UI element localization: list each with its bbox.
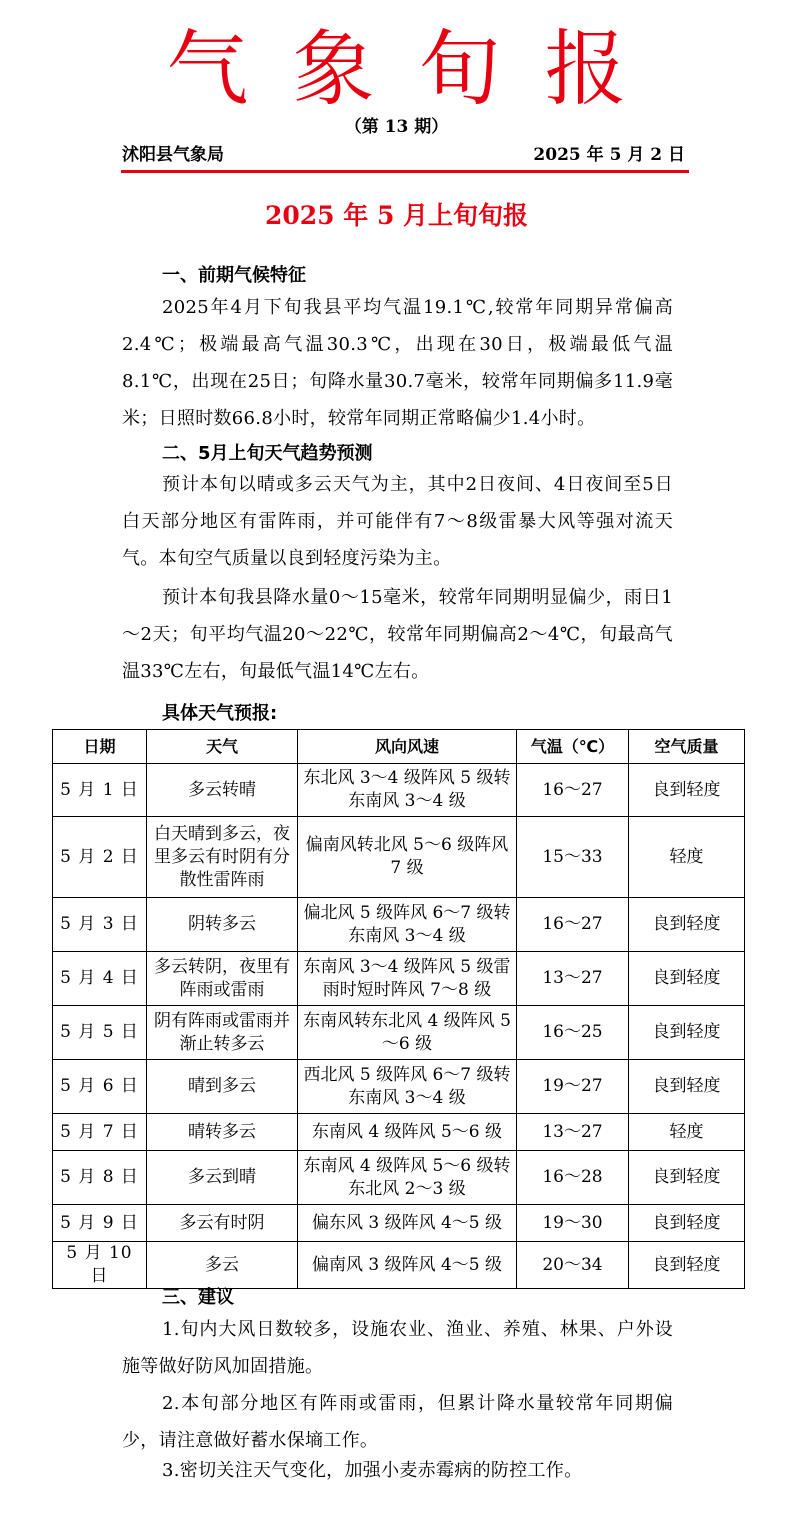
cell-wind: 东北风 3～4 级阵风 5 级转东南风 3～4 级	[298, 764, 517, 817]
cell-temperature: 16～28	[517, 1151, 629, 1205]
cell-date: 5 月 5 日	[53, 1006, 147, 1060]
table-row	[53, 952, 745, 1006]
section-heading-advice: 三、建议	[162, 1287, 234, 1308]
forecast-table	[52, 729, 745, 1289]
table-row	[53, 1114, 745, 1151]
cell-wind: 东南风转东北风 4 级阵风 5～6 级	[298, 1006, 517, 1060]
cell-temperature: 13～27	[517, 952, 629, 1006]
cell-weather: 多云	[147, 1242, 298, 1289]
header-air-quality: 空气质量	[629, 730, 745, 764]
cell-wind: 偏北风 5 级阵风 6～7 级转东南风 3～4 级	[298, 898, 517, 952]
cell-temperature: 20～34	[517, 1242, 629, 1289]
masthead-title: 气象旬报	[166, 22, 671, 117]
cell-date: 5 月 2 日	[53, 817, 147, 898]
table-caption: 具体天气预报:	[162, 703, 278, 724]
section-body-forecast-2: 预计本旬我县降水量0～15毫米，较常年同期明显偏少，雨日1～2天；旬平均气温20～22℃，较常年同期偏高2～4℃，旬最高气温33℃左右，旬最低气温14℃左右。	[122, 587, 673, 682]
cell-date: 5 月 7 日	[53, 1114, 147, 1151]
table-row	[53, 764, 745, 817]
cell-temperature: 16～27	[517, 898, 629, 952]
cell-air-quality: 良到轻度	[629, 1151, 745, 1205]
table-row	[53, 1205, 745, 1242]
table-header-row	[53, 730, 745, 764]
cell-air-quality: 良到轻度	[629, 1205, 745, 1242]
table-row	[53, 1151, 745, 1205]
cell-temperature: 16～27	[517, 764, 629, 817]
red-divider	[121, 170, 689, 173]
cell-wind: 偏东风 3 级阵风 4～5 级	[298, 1205, 517, 1242]
cell-air-quality: 良到轻度	[629, 898, 745, 952]
header-date: 日期	[53, 730, 147, 764]
cell-air-quality: 良到轻度	[629, 764, 745, 817]
header-wind: 风向风速	[298, 730, 517, 764]
cell-air-quality: 良到轻度	[629, 1242, 745, 1289]
cell-weather: 多云转晴	[147, 764, 298, 817]
cell-weather: 阴转多云	[147, 898, 298, 952]
cell-weather: 晴转多云	[147, 1114, 298, 1151]
document-title: 2025 年 5 月上旬旬报	[264, 201, 529, 230]
cell-air-quality: 良到轻度	[629, 1060, 745, 1114]
issue-date: 2025 年 5 月 2 日	[533, 145, 685, 165]
table-row	[53, 1006, 745, 1060]
section-heading-forecast: 二、5月上旬天气趋势预测	[162, 443, 373, 464]
advice-item-3: 3.密切关注天气变化，加强小麦赤霉病的防控工作。	[162, 1460, 583, 1481]
cell-wind: 西北风 5 级阵风 6～7 级转东南风 3～4 级	[298, 1060, 517, 1114]
issuing-organization: 沭阳县气象局	[122, 145, 224, 165]
cell-date: 5 月 4 日	[53, 952, 147, 1006]
cell-weather: 多云转阴，夜里有阵雨或雷雨	[147, 952, 298, 1006]
table-row	[53, 898, 745, 952]
cell-date: 5 月 6 日	[53, 1060, 147, 1114]
table-row	[53, 817, 745, 898]
cell-date: 5 月 9 日	[53, 1205, 147, 1242]
table-row	[53, 1242, 745, 1289]
header-weather: 天气	[147, 730, 298, 764]
cell-temperature: 16～25	[517, 1006, 629, 1060]
section-body-forecast-1: 预计本旬以晴或多云天气为主，其中2日夜间、4日夜间至5日白天部分地区有雷阵雨，并可能伴有7～8级雷暴大风等强对流天气。本旬空气质量以良到轻度污染为主。	[122, 474, 673, 569]
issue-number: （第 13 期）	[344, 117, 449, 137]
cell-wind: 东南风 4 级阵风 5～6 级	[298, 1114, 517, 1151]
cell-temperature: 13～27	[517, 1114, 629, 1151]
cell-air-quality: 轻度	[629, 817, 745, 898]
cell-wind: 东南风 3～4 级阵风 5 级雷雨时短时阵风 7～8 级	[298, 952, 517, 1006]
cell-weather: 多云有时阴	[147, 1205, 298, 1242]
section-body-climate: 2025年4月下旬我县平均气温19.1℃,较常年同期异常偏高2.4℃；极端最高气温30.3℃，出现在30日，极端最低气温8.1℃，出现在25日；旬降水量30.7毫米，较常年同期偏多11.9毫米；日照时数66.8小时，较常年同期正常略偏少1.4小时。	[122, 297, 673, 429]
advice-item-2: 2.本旬部分地区有阵雨或雷雨，但累计降水量较常年同期偏少，请注意做好蓄水保墒工作。	[122, 1393, 673, 1451]
cell-temperature: 19～27	[517, 1060, 629, 1114]
cell-weather: 白天晴到多云，夜里多云有时阴有分散性雷阵雨	[147, 817, 298, 898]
cell-date: 5 月 1 日	[53, 764, 147, 817]
cell-weather: 阴有阵雨或雷雨并渐止转多云	[147, 1006, 298, 1060]
cell-date: 5 月 8 日	[53, 1151, 147, 1205]
cell-temperature: 19～30	[517, 1205, 629, 1242]
cell-wind: 偏南风转北风 5～6 级阵风 7 级	[298, 817, 517, 898]
advice-item-1: 1.旬内大风日数较多，设施农业、渔业、养殖、林果、户外设施等做好防风加固措施。	[122, 1319, 673, 1377]
table-row	[53, 1060, 745, 1114]
cell-weather: 多云到晴	[147, 1151, 298, 1205]
cell-air-quality: 良到轻度	[629, 1006, 745, 1060]
cell-date: 5 月 3 日	[53, 898, 147, 952]
cell-air-quality: 轻度	[629, 1114, 745, 1151]
cell-weather: 晴到多云	[147, 1060, 298, 1114]
cell-wind: 偏南风 3 级阵风 4～5 级	[298, 1242, 517, 1289]
cell-date: 5 月 10 日	[53, 1242, 147, 1289]
cell-wind: 东南风 4 级阵风 5～6 级转东北风 2～3 级	[298, 1151, 517, 1205]
header-temperature: 气温（℃）	[517, 730, 629, 764]
cell-air-quality: 良到轻度	[629, 952, 745, 1006]
section-heading-climate: 一、前期气候特征	[162, 265, 306, 286]
cell-temperature: 15～33	[517, 817, 629, 898]
